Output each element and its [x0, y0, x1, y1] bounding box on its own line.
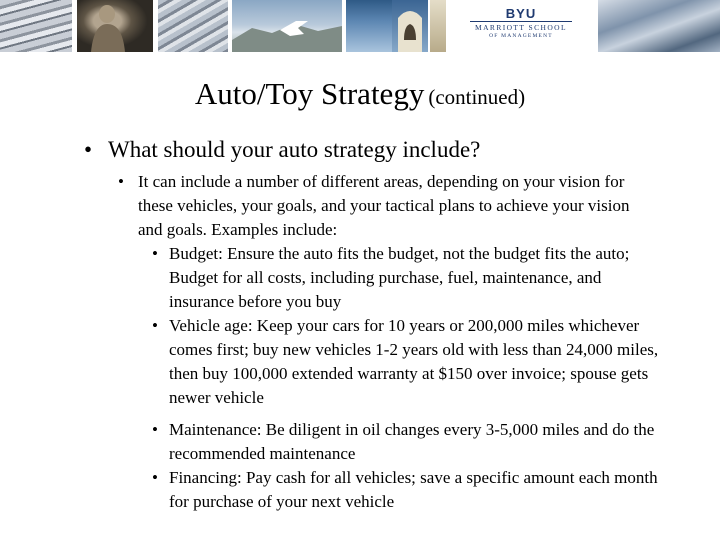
logo-byu-text: BYU: [505, 6, 537, 21]
banner-photo-building: [0, 0, 72, 52]
list-item-maintenance: [152, 418, 682, 466]
banner-photo-glass-building: [598, 0, 720, 52]
statue-silhouette-icon: [77, 0, 153, 52]
byu-logo: [448, 0, 594, 52]
bullet-marker: •: [152, 316, 158, 335]
banner-photo-arch: [430, 0, 446, 52]
list-item-text: Vehicle age: Keep your cars for 10 years or 200,000 miles whichever comes first; buy new vehicles 1-2 years old with less than 24,000 miles, then buy 100,000 extended warranty at $150 over invoice; spouse gets newer vehicle: [169, 316, 659, 407]
bullet-marker: •: [84, 137, 93, 162]
bullet-question-text: What should your auto strategy include?: [108, 137, 481, 162]
bullet-intro: [118, 170, 678, 242]
list-item-text: Financing: Pay cash for all vehicles; save a specific amount each month for purchase of your next vehicle: [169, 468, 658, 511]
banner-photo-mountain: [232, 0, 342, 52]
banner-photo-tower: [158, 0, 228, 52]
list-item-budget: [152, 242, 682, 314]
slide-title-main: Auto/Toy Strategy: [194, 76, 425, 111]
bullet-marker: •: [152, 244, 158, 263]
header-banner: [0, 0, 720, 52]
bullet-intro-text: It can include a number of different areas, depending on your vision for these vehicles, your goals, and your tactical plans to achieve your vision and goals. Examples include:: [138, 172, 630, 239]
bullet-marker: •: [152, 420, 158, 439]
bullet-marker: •: [152, 468, 158, 487]
mountain-y-icon: [232, 0, 342, 52]
slide-title: [0, 76, 720, 112]
list-item-text: Maintenance: Be diligent in oil changes every 3-5,000 miles and do the recommended maintenance: [169, 420, 655, 463]
list-item-financing: [152, 466, 682, 514]
slide-title-sub: (continued): [428, 85, 526, 109]
banner-photo-bell: [392, 0, 428, 52]
list-item-vehicle-age: [152, 314, 682, 410]
list-item-text: Budget: Ensure the auto fits the budget, not the budget fits the auto; Budget for all costs, including purchase, fuel, maintenance, and insurance before you buy: [169, 244, 630, 311]
banner-photo-statue: [77, 0, 153, 52]
logo-divider: [470, 21, 572, 22]
logo-sub-text: OF MANAGEMENT: [489, 33, 553, 39]
bullet-marker: •: [118, 172, 124, 191]
bell-icon: [392, 0, 428, 52]
logo-school-text: MARRIOTT SCHOOL: [475, 23, 567, 32]
